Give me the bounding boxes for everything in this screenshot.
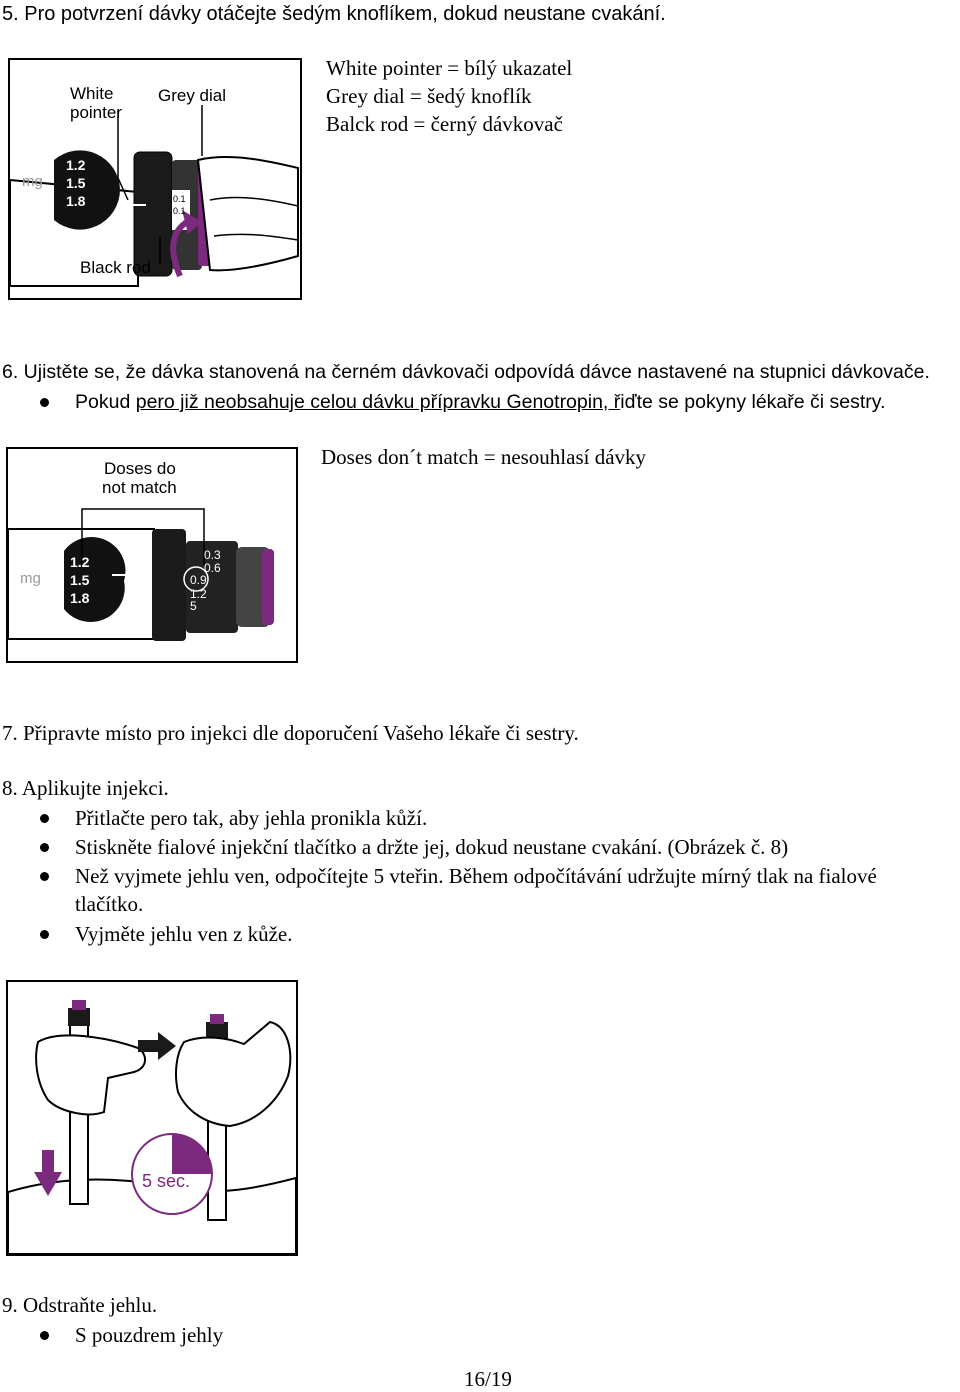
step-6-bullet-prefix: Pokud xyxy=(75,391,136,413)
page-number: 16/19 xyxy=(464,1367,512,1391)
bullet-dot xyxy=(40,872,49,881)
dial2-value-5: 5 xyxy=(190,599,197,613)
step-8-bullet-2: Stiskněte fialové injekční tlačítko a držte jej, dokud neustane cvakání. (Obrázek č. 8) xyxy=(75,835,789,859)
bullet-dot xyxy=(40,930,49,939)
dial2-value-4: 1.2 xyxy=(190,587,207,601)
step-7-heading: 7. Připravte místo pro injekci dle doporučení Vašeho lékaře či sestry. xyxy=(2,721,579,745)
scale2-value-1: 1.2 xyxy=(70,554,90,570)
step-6-bullet xyxy=(75,389,886,415)
scale-value-3: 1.8 xyxy=(66,193,86,209)
step-8-bullet-3-cont: tlačítko. xyxy=(75,892,144,916)
figure-doses-mismatch xyxy=(6,447,298,663)
step-5-heading: 5. Pro potvrzení dávky otáčejte šedým knoflíkem, dokud neustane cvakání. xyxy=(2,3,666,25)
step-8-bullet-3: Než vyjmete jehlu ven, odpočítejte 5 vteřin. Během odpočítávání udržujte mírný tlak na fialové xyxy=(75,864,877,888)
bullet-dot xyxy=(40,398,49,407)
pen-dial-illustration xyxy=(10,60,300,298)
bullet-dot xyxy=(40,814,49,823)
step-8-bullet-4: Vyjměte jehlu ven z kůže. xyxy=(75,922,293,946)
label-grey-dial: Grey dial xyxy=(158,86,227,105)
step-9-heading: 9. Odstraňte jehlu. xyxy=(2,1293,158,1317)
injection-illustration xyxy=(8,982,296,1254)
dial2-value-3: 0.9 xyxy=(190,573,207,587)
legend-doses-mismatch: Doses don´t match = nesouhlasí dávky xyxy=(321,445,647,469)
scale-unit-2: mg xyxy=(20,570,41,587)
dial-value-2: 0.1 xyxy=(173,206,186,216)
label-doses-do: Doses do xyxy=(104,459,176,478)
scale-value-1: 1.2 xyxy=(66,157,86,173)
figure-injection xyxy=(6,980,298,1256)
step-6-heading: 6. Ujistěte se, že dávka stanovená na černém dávkovači odpovídá dávce nastavené na stupnici dávkovače. xyxy=(2,361,930,383)
figure-pen-dial xyxy=(8,58,302,300)
step-8-bullet-1: Přitlačte pero tak, aby jehla pronikla kůží. xyxy=(75,806,428,830)
step-6-bullet-underlined: pero již neobsahuje celou dávku přípravku Genotropin, ř xyxy=(135,391,621,413)
label-black-rod: Black rod xyxy=(80,258,151,277)
legend-grey-dial: Grey dial = šedý knoflík xyxy=(326,84,532,108)
dial-value-1: 0.1 xyxy=(173,194,186,204)
scale-unit: mg xyxy=(22,173,43,190)
label-not-match: not match xyxy=(102,478,177,497)
dial2-value-2: 0.6 xyxy=(204,561,221,575)
label-white-pointer-line1: White xyxy=(70,84,114,103)
legend-black-rod: Balck rod = černý dávkovač xyxy=(326,112,563,136)
bullet-dot xyxy=(40,843,49,852)
step-6-bullet-suffix: iďte se pokyny lékaře či sestry. xyxy=(620,391,886,413)
step-8-heading: 8. Aplikujte injekci. xyxy=(2,776,169,800)
scale2-value-2: 1.5 xyxy=(70,572,90,588)
label-white-pointer-line2: pointer xyxy=(70,103,122,122)
scale-value-2: 1.5 xyxy=(66,175,86,191)
step-9-bullet-1: S pouzdrem jehly xyxy=(75,1323,224,1347)
legend-white-pointer: White pointer = bílý ukazatel xyxy=(326,56,573,80)
dial2-value-1: 0.3 xyxy=(204,548,221,562)
scale2-value-3: 1.8 xyxy=(70,590,90,606)
bullet-dot xyxy=(40,1331,49,1340)
timer-label: 5 sec. xyxy=(142,1171,191,1191)
